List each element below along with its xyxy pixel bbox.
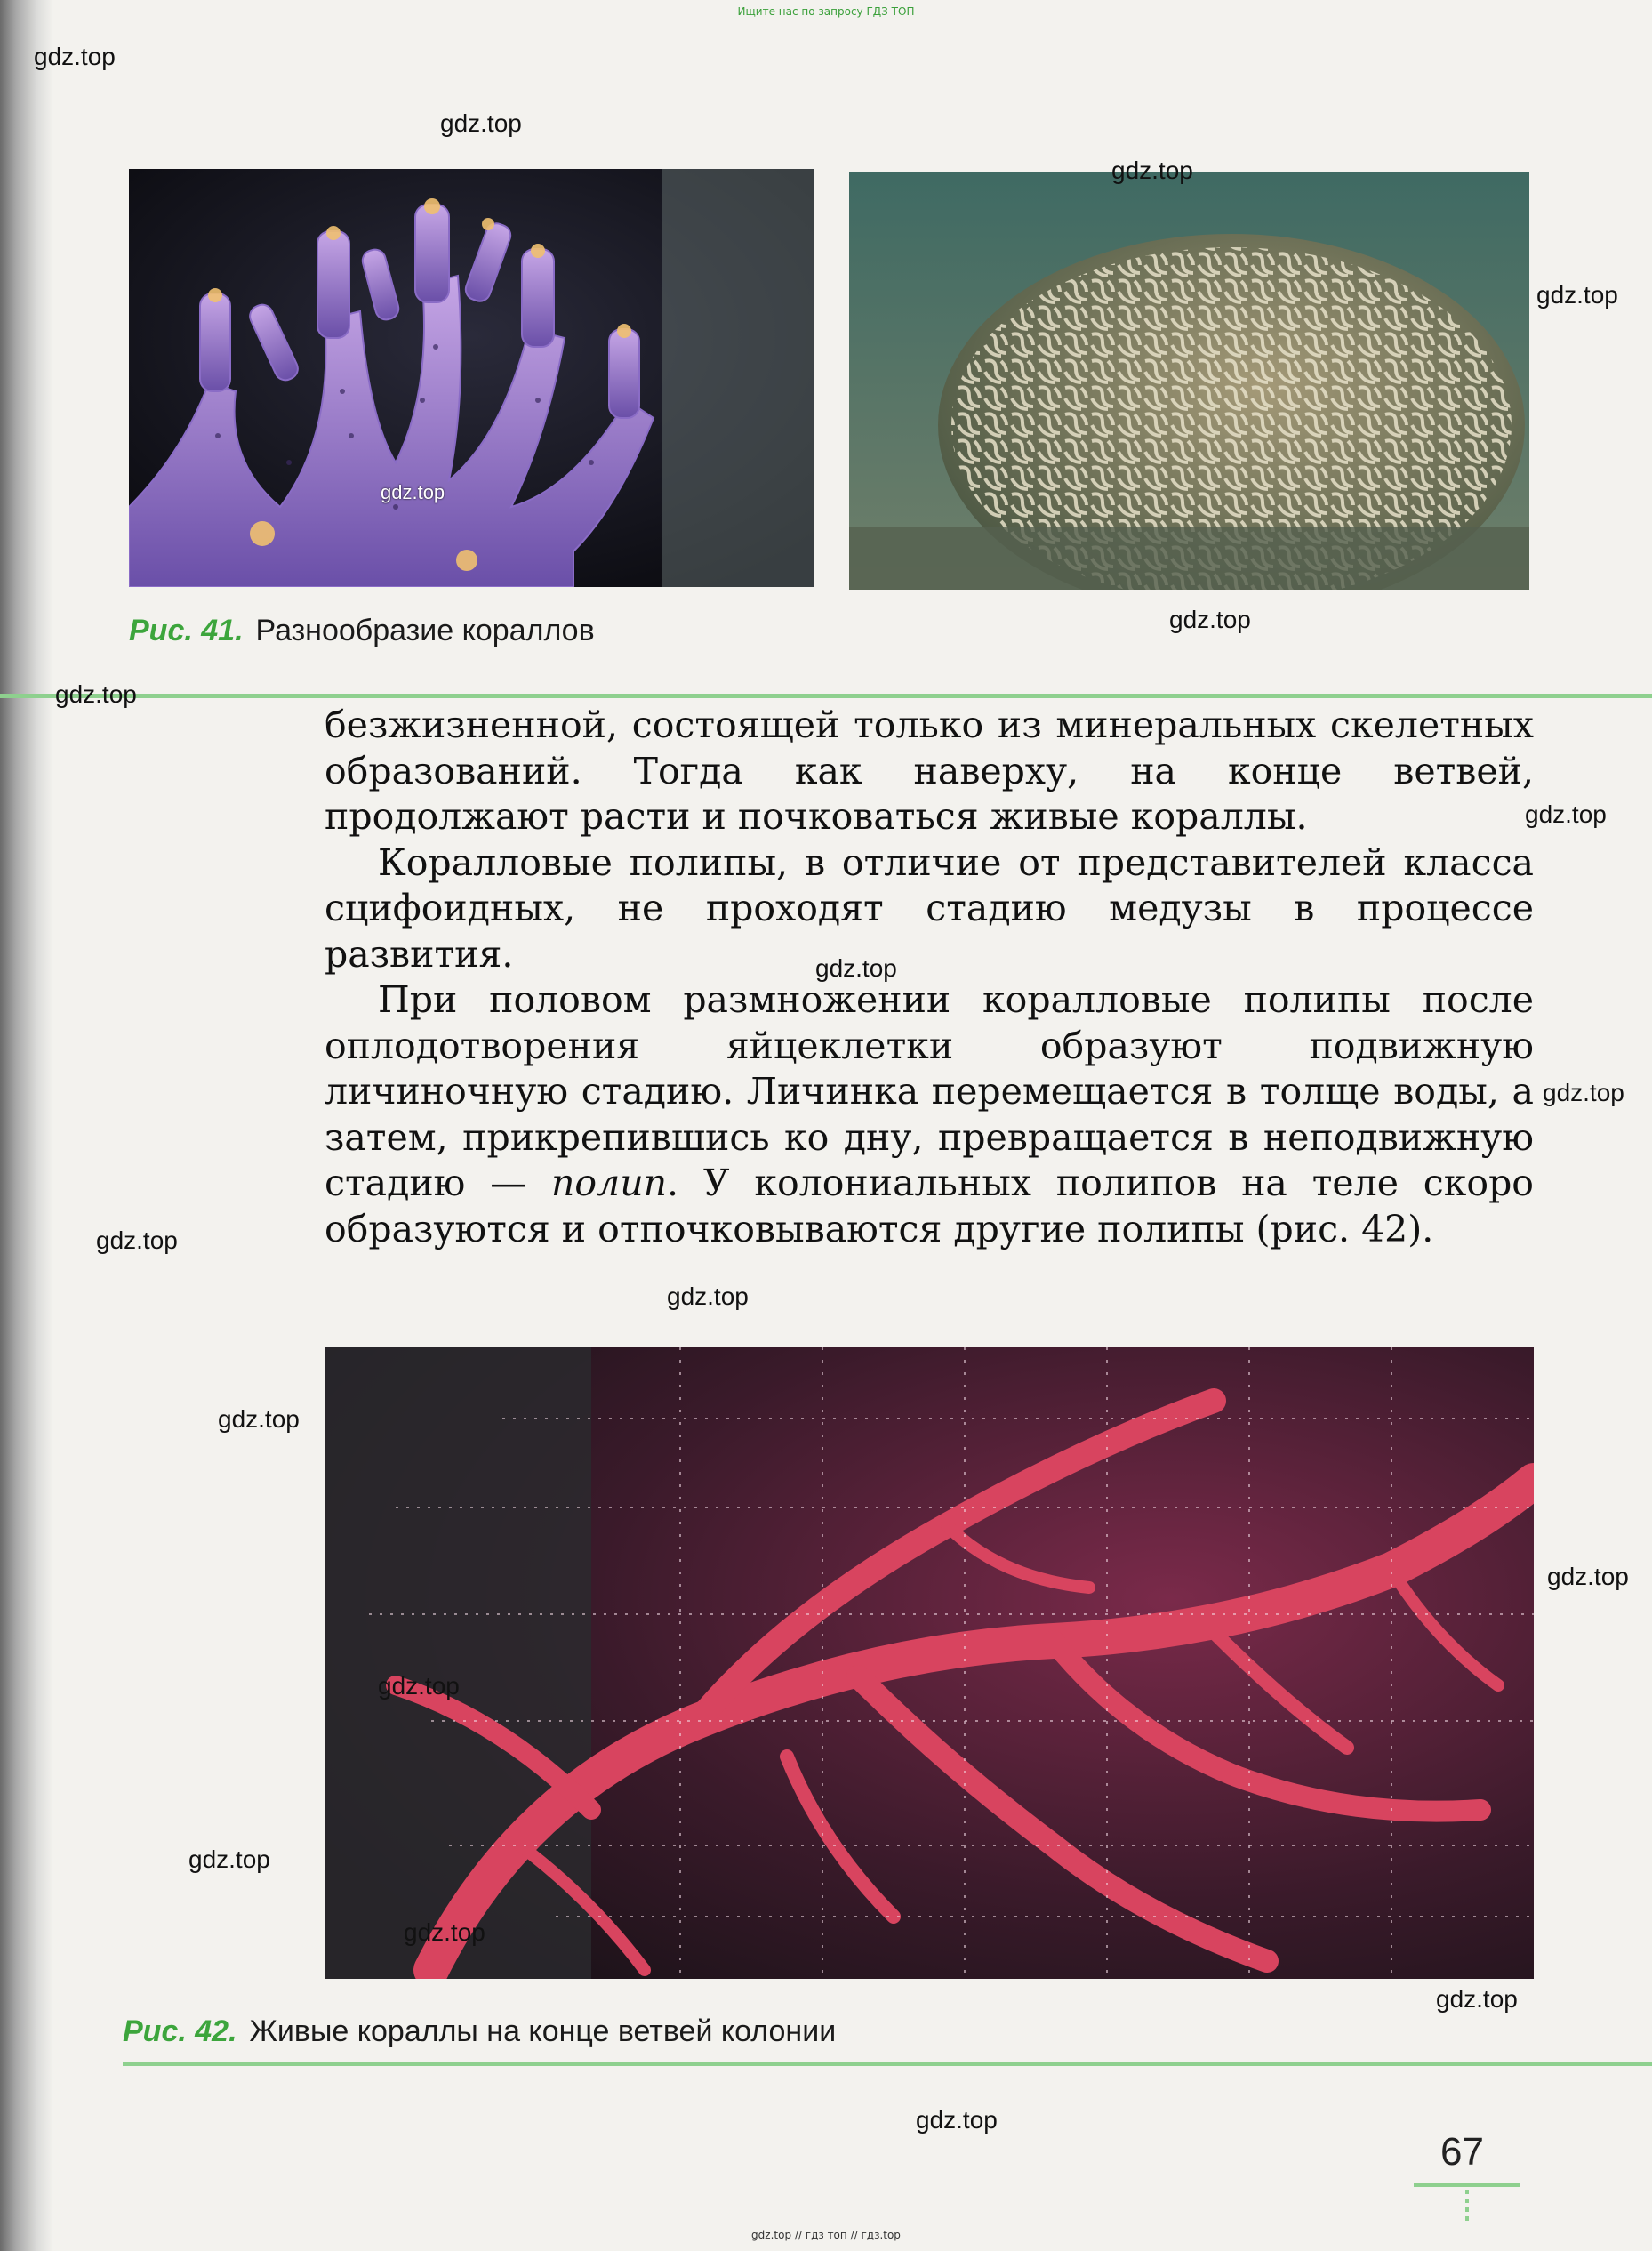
watermark: gdz.top (1169, 606, 1251, 633)
figure-41-photo-brain-coral (849, 172, 1529, 590)
figure-42-rule (123, 2062, 1652, 2066)
watermark: gdz.top (381, 481, 445, 503)
watermark: gdz.top (916, 2106, 998, 2134)
figure-42-caption-text: Живые кораллы на конце ветвей колонии (249, 2014, 837, 2048)
figure-42-caption (123, 2014, 836, 2049)
watermark: gdz.top (1543, 1079, 1624, 1106)
watermark: gdz.top (1111, 157, 1193, 184)
paragraph-3 (325, 977, 1534, 1252)
watermark: gdz.top (1525, 800, 1607, 828)
page-number-dots (1465, 2190, 1469, 2225)
figure-41-photo-branching-coral (129, 169, 814, 587)
watermark: gdz.top (1547, 1563, 1629, 1590)
paragraph-1: безжизненной, состоящей только из минеральных скелетных образований. Тогда как наверху, на конце ветвей, продолжают расти и почковаться живые кораллы. (325, 703, 1534, 838)
footer-note: gdz.top // гдз топ // гдз.top (751, 2229, 901, 2241)
main-text (325, 703, 1534, 1252)
watermark: gdz.top (815, 954, 897, 982)
watermark: gdz.top (96, 1226, 178, 1254)
term-polyp: полип (551, 1162, 668, 1204)
book-spine-shadow (0, 0, 53, 2251)
paragraph-3-start: При половом размножении коралловые полипы после оплодотворения яйцеклетки образуют подвижную личиночную стадию. Личинка перемещается в толще воды, а затем, прикрепившись ко дну, превращается в неподвижную стадию — (325, 978, 1534, 1204)
watermark: gdz.top (1436, 1985, 1518, 2013)
watermark: gdz.top (667, 1282, 749, 1310)
watermark: gdz.top (378, 1672, 460, 1700)
watermark: gdz.top (188, 1845, 270, 1873)
figure-42-photo-sea-fan (325, 1347, 1534, 1979)
brain-coral-image (849, 172, 1529, 590)
watermark: gdz.top (218, 1405, 300, 1433)
paragraph-2: Коралловые полипы, в отличие от представителей класса сцифоидных, не проходят стадию медузы в процессе развития. (325, 840, 1534, 976)
header-note: Ищите нас по запросу ГДЗ ТОП (737, 5, 915, 18)
page-number: 67 (1440, 2130, 1484, 2174)
watermark: gdz.top (55, 680, 137, 708)
figure-41-rule (0, 694, 1652, 698)
figure-41-caption (129, 614, 595, 648)
figure-41-caption-text: Разнообразие кораллов (255, 614, 595, 647)
watermark: gdz.top (34, 43, 116, 70)
figure-41-label: Рис. 41. (129, 614, 244, 647)
branching-coral-image (129, 169, 814, 587)
watermark: gdz.top (1536, 281, 1618, 309)
watermark: gdz.top (404, 1918, 485, 1946)
watermark: gdz.top (440, 109, 522, 137)
page-number-rule (1414, 2183, 1520, 2187)
paragraph-3-end: . У колониальных полипов на теле скоро образуются и отпочковываются другие полипы (рис. 42). (325, 1162, 1534, 1250)
sea-fan-coral-image (325, 1347, 1534, 1979)
figure-42-label: Рис. 42. (123, 2014, 237, 2048)
